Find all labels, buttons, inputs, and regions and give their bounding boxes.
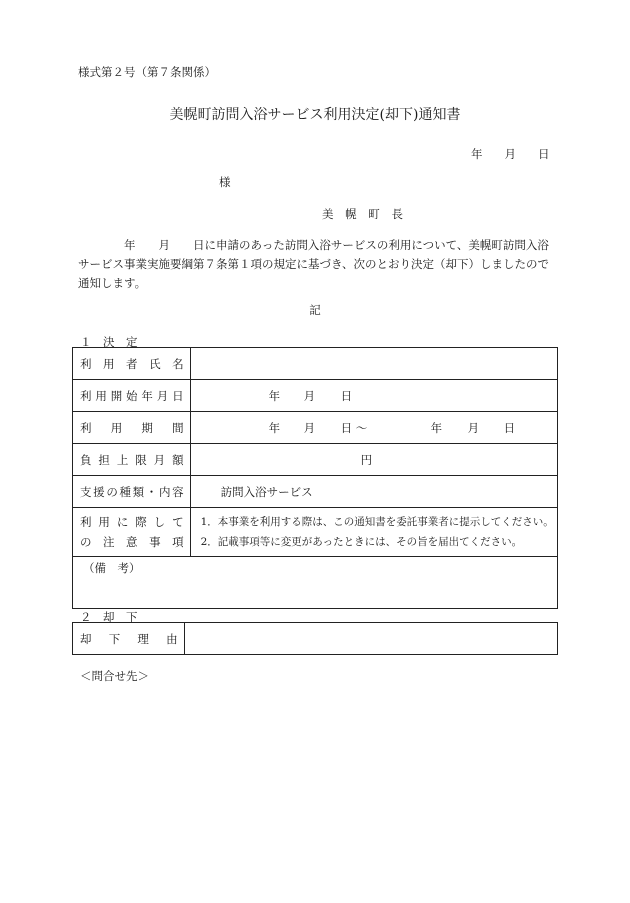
- issuer: 美 幌 町 長: [322, 207, 407, 221]
- decision-table: [72, 347, 558, 609]
- table-row: [73, 623, 558, 655]
- user-name-label: 利用者氏名: [73, 348, 191, 380]
- period-label: 利用期間: [73, 412, 191, 444]
- limit-label: 負担上限月額: [73, 444, 191, 476]
- support-value: 訪問入浴サービス: [220, 484, 313, 499]
- rejection-reason-label: 却下理由: [73, 623, 185, 655]
- period-field[interactable]: [190, 412, 557, 444]
- support-field: [190, 476, 557, 508]
- table-row: [73, 557, 558, 609]
- table-row: [73, 476, 558, 508]
- notes-item-2: 2．記載事項等に変更があったときには、その旨を届出てください。: [200, 536, 523, 548]
- section-rejection-heading: ２ 却 下: [80, 610, 138, 624]
- start-date-field[interactable]: [190, 380, 557, 412]
- table-row: [73, 508, 558, 557]
- start-date-label: 利用開始年月日: [73, 380, 191, 412]
- table-row: [73, 412, 558, 444]
- start-month: 月: [303, 388, 316, 403]
- table-row: [73, 380, 558, 412]
- period-start-year: 年: [268, 420, 281, 435]
- remarks-label: （備 考）: [83, 561, 141, 575]
- notes-label-line1: 利用に際して: [80, 515, 184, 529]
- notes-label-line2: の注意事項: [80, 535, 184, 549]
- issue-date: [471, 146, 550, 162]
- notice-body: 年 月 日に申請のあった訪問入浴サービスの利用について、美幌町訪問入浴サービス事業実施要綱第７条第１項の規定に基づき、次のとおり決定（却下）しましたので通知します。: [78, 238, 550, 290]
- contact-heading: ＜問合せ先＞: [80, 669, 149, 683]
- date-year: 年: [471, 147, 483, 161]
- section-decision-heading: １ 決 定: [80, 335, 138, 349]
- start-day: 日: [340, 388, 353, 403]
- period-end-day: 日: [503, 420, 516, 435]
- user-name-field[interactable]: [190, 348, 557, 380]
- table-row: [73, 444, 558, 476]
- period-start-month: 月: [303, 420, 316, 435]
- period-end-month: 月: [467, 420, 480, 435]
- limit-field[interactable]: [190, 444, 557, 476]
- support-label: 支援の種類・内容: [73, 476, 191, 508]
- start-year: 年: [268, 388, 281, 403]
- notes-content: [190, 508, 557, 557]
- ki-label: 記: [309, 303, 321, 317]
- document-title: 美幌町訪問入浴サービス利用決定(却下)通知書: [169, 107, 461, 123]
- period-end-year: 年: [430, 420, 443, 435]
- date-month: 月: [504, 147, 516, 161]
- limit-unit: 円: [360, 452, 373, 467]
- remarks-field[interactable]: [73, 557, 558, 609]
- form-number: 様式第２号（第７条関係）: [78, 65, 216, 79]
- date-day: 日: [538, 147, 550, 161]
- notes-item-1: 1．本事業を利用する際は、この通知書を委託事業者に提示してください。: [200, 516, 554, 528]
- notes-label: [73, 508, 191, 557]
- rejection-reason-field[interactable]: [184, 623, 557, 655]
- period-start-day: 日 〜: [340, 420, 368, 435]
- rejection-table: [72, 622, 558, 655]
- table-row: [73, 348, 558, 380]
- addressee-suffix: 様: [219, 175, 231, 189]
